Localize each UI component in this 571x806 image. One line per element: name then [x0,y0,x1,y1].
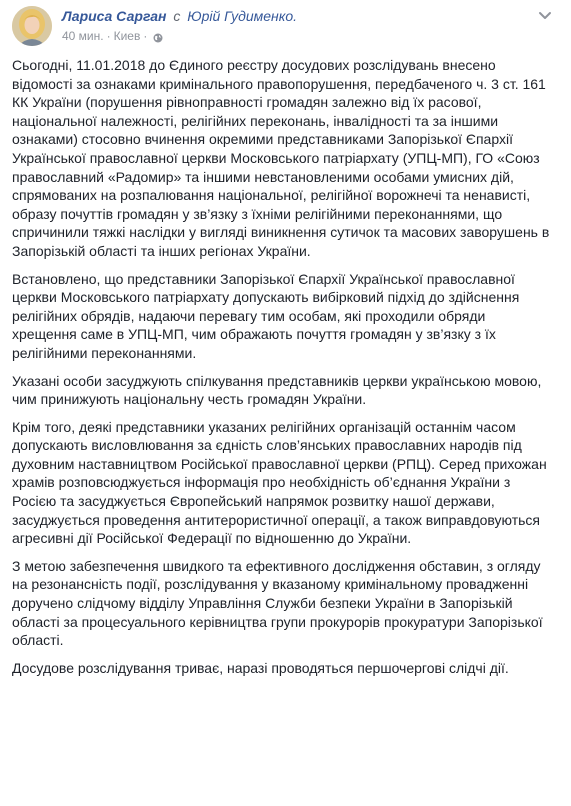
post-location-link[interactable]: Киев [113,29,141,43]
post-paragraph: З метою забезпечення швидкого та ефективного дослідження обставин, з огляду на резонансність події, розслідування у вказаному кримінальному провадженні доручено слідчому відділу Управління Служби безпеки України в Запорізькій області за процесуального керівництва групи прокурорів прокуратури Запорізької області. [12,557,543,649]
meta-separator: · [106,29,111,43]
avatar-photo-icon [12,6,52,46]
post-paragraph: Крім того, деякі представники указаних релігійних організацій останнім часом допускають висловлювання за єдність слов’янських православних народів під духовним наставництвом Російської православної церкви (РПЦ). Серед прихожан храмів розповсюджується інформація про необхідність об’єднання України з Росією та засуджується Європейський напрямок розвитку нашої держави, засуджується проведення антитерористичної операції, а також виправдовуються агресивні дії Російської Федерації по відношенню до України. [12,418,547,547]
post-name-line [62,7,297,25]
post-paragraph: Сьогодні, 11.01.2018 до Єдиного реєстру досудових розслідувань внесено відомості за ознаками кримінального правопорушення, передбаченого ч. 3 ст. 161 КК України (порушення рівноправності громадян залежно від їх расової, національної належності, релігійних переконань, інвалідності та за іншими ознаками) стосовно вчинення окремими представниками Запорізької Єпархії Української православної церкви Московського патріархату (УПЦ-МП), ГО «Союз православний «Радомир» та іншими невстановленими особами умисних дій, спрямованих на розпалювання національної, релігійної ворожнечі та ненависті, образу почуттів громадян у зв’язку з їхніми релігійними переконаннями, що спричинили тяжкі наслідки у вигляді виникнення сутичок та масових заворушень в Запорізькій області та інших регіонах України. [12,57,550,259]
post-paragraph: Досудове розслідування триває, наразі проводяться першочергові слідчі дії. [12,659,509,676]
author-name-link[interactable]: Лариса Сарган [62,8,167,24]
avatar[interactable] [12,6,52,46]
post-options-button[interactable] [535,8,555,24]
tagged-person-link[interactable]: Юрій Гудименко. [187,8,298,24]
post-time-link[interactable]: 40 мин. [62,29,104,43]
with-word: с [173,8,181,24]
post-paragraph: Встановлено, що представники Запорізької Єпархії Української православної церкви Московського патріархату допускають вибірковий підхід до здійснення релігійних обрядів, надаючи перевагу тим особам, які проходили обряди хрещення саме в УПЦ-МП, чим ображають почуття громадян у зв’язку з їх релігійними переконаннями. [12,270,520,361]
post-header [12,6,561,46]
globe-icon[interactable] [153,31,163,41]
post-body [12,56,552,686]
chevron-down-icon [535,8,555,24]
post-paragraph: Указані особи засуджують спілкування представників церкви українською мовою, чим принижують національну честь громадян України. [12,372,542,408]
post-meta [62,28,163,44]
meta-separator-2: · [143,29,148,43]
